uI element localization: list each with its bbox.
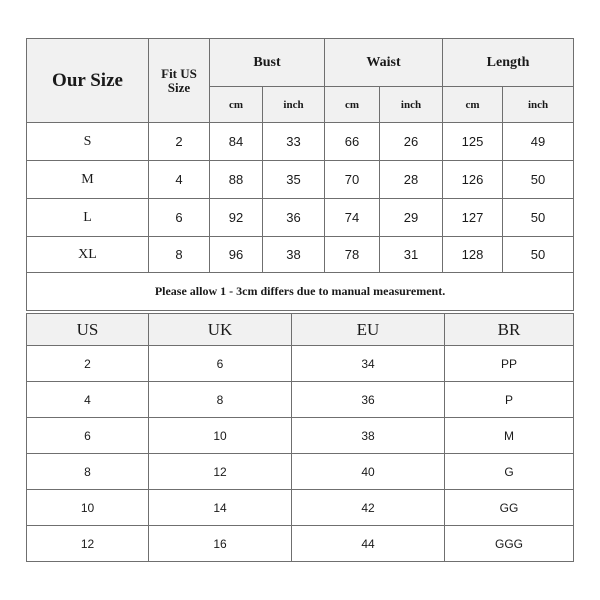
waist-cm-value: 66 (325, 123, 380, 161)
unit-header: inch (503, 87, 574, 123)
waist-cm-value: 70 (325, 161, 380, 199)
us-value: 8 (27, 454, 149, 490)
conversion-row (27, 526, 574, 562)
us-size-value: 8 (149, 237, 210, 273)
uk-value: 6 (149, 346, 292, 382)
fit-us-label-line2: Size (167, 79, 191, 95)
waist-cm-value: 78 (325, 237, 380, 273)
eu-value: 38 (292, 418, 445, 454)
waist-cm-value: 74 (325, 199, 380, 237)
waist-header: Waist (325, 39, 443, 87)
length-inch-value: 50 (503, 237, 574, 273)
br-value: PP (445, 346, 574, 382)
conversion-row (27, 490, 574, 526)
br-column-header: BR (445, 314, 574, 346)
size-conversion-table (26, 313, 574, 562)
br-value: P (445, 382, 574, 418)
conversion-row (27, 382, 574, 418)
us-column-header: US (27, 314, 149, 346)
waist-inch-value: 29 (380, 199, 443, 237)
us-value: 12 (27, 526, 149, 562)
length-cm-value: 126 (443, 161, 503, 199)
length-cm-value: 127 (443, 199, 503, 237)
uk-column-header: UK (149, 314, 292, 346)
uk-value: 14 (149, 490, 292, 526)
us-value: 4 (27, 382, 149, 418)
uk-value: 10 (149, 418, 292, 454)
size-label: L (27, 199, 149, 237)
unit-header: cm (443, 87, 503, 123)
bust-cm-value: 88 (210, 161, 263, 199)
length-cm-value: 128 (443, 237, 503, 273)
br-value: GGG (445, 526, 574, 562)
length-inch-value: 49 (503, 123, 574, 161)
size-label: XL (27, 237, 149, 273)
us-value: 2 (27, 346, 149, 382)
conversion-row (27, 454, 574, 490)
uk-value: 8 (149, 382, 292, 418)
bust-cm-value: 92 (210, 199, 263, 237)
size-row (27, 161, 574, 199)
eu-value: 42 (292, 490, 445, 526)
us-size-value: 6 (149, 199, 210, 237)
unit-header: inch (263, 87, 325, 123)
eu-column-header: EU (292, 314, 445, 346)
size-label: M (27, 161, 149, 199)
size-label: S (27, 123, 149, 161)
waist-inch-value: 26 (380, 123, 443, 161)
us-size-value: 4 (149, 161, 210, 199)
waist-inch-value: 31 (380, 237, 443, 273)
waist-inch-value: 28 (380, 161, 443, 199)
us-value: 6 (27, 418, 149, 454)
uk-value: 16 (149, 526, 292, 562)
size-row (27, 199, 574, 237)
bust-inch-value: 35 (263, 161, 325, 199)
conversion-row (27, 346, 574, 382)
unit-header: cm (210, 87, 263, 123)
conversion-row (27, 418, 574, 454)
unit-header: cm (325, 87, 380, 123)
size-chart-table (26, 38, 574, 311)
our-size-header: Our Size (27, 39, 149, 123)
br-value: GG (445, 490, 574, 526)
bust-cm-value: 84 (210, 123, 263, 161)
fit-us-size-header (149, 39, 210, 123)
length-header: Length (443, 39, 574, 87)
eu-value: 40 (292, 454, 445, 490)
size-row (27, 123, 574, 161)
uk-value: 12 (149, 454, 292, 490)
length-inch-value: 50 (503, 199, 574, 237)
size-row (27, 237, 574, 273)
length-inch-value: 50 (503, 161, 574, 199)
fit-us-label-line1: Fit US (161, 65, 197, 81)
measurement-note: Please allow 1 - 3cm differs due to manual measurement. (27, 273, 574, 311)
length-cm-value: 125 (443, 123, 503, 161)
br-value: G (445, 454, 574, 490)
eu-value: 44 (292, 526, 445, 562)
bust-inch-value: 38 (263, 237, 325, 273)
eu-value: 36 (292, 382, 445, 418)
bust-inch-value: 33 (263, 123, 325, 161)
eu-value: 34 (292, 346, 445, 382)
us-size-value: 2 (149, 123, 210, 161)
bust-inch-value: 36 (263, 199, 325, 237)
br-value: M (445, 418, 574, 454)
bust-cm-value: 96 (210, 237, 263, 273)
us-value: 10 (27, 490, 149, 526)
bust-header: Bust (210, 39, 325, 87)
unit-header: inch (380, 87, 443, 123)
